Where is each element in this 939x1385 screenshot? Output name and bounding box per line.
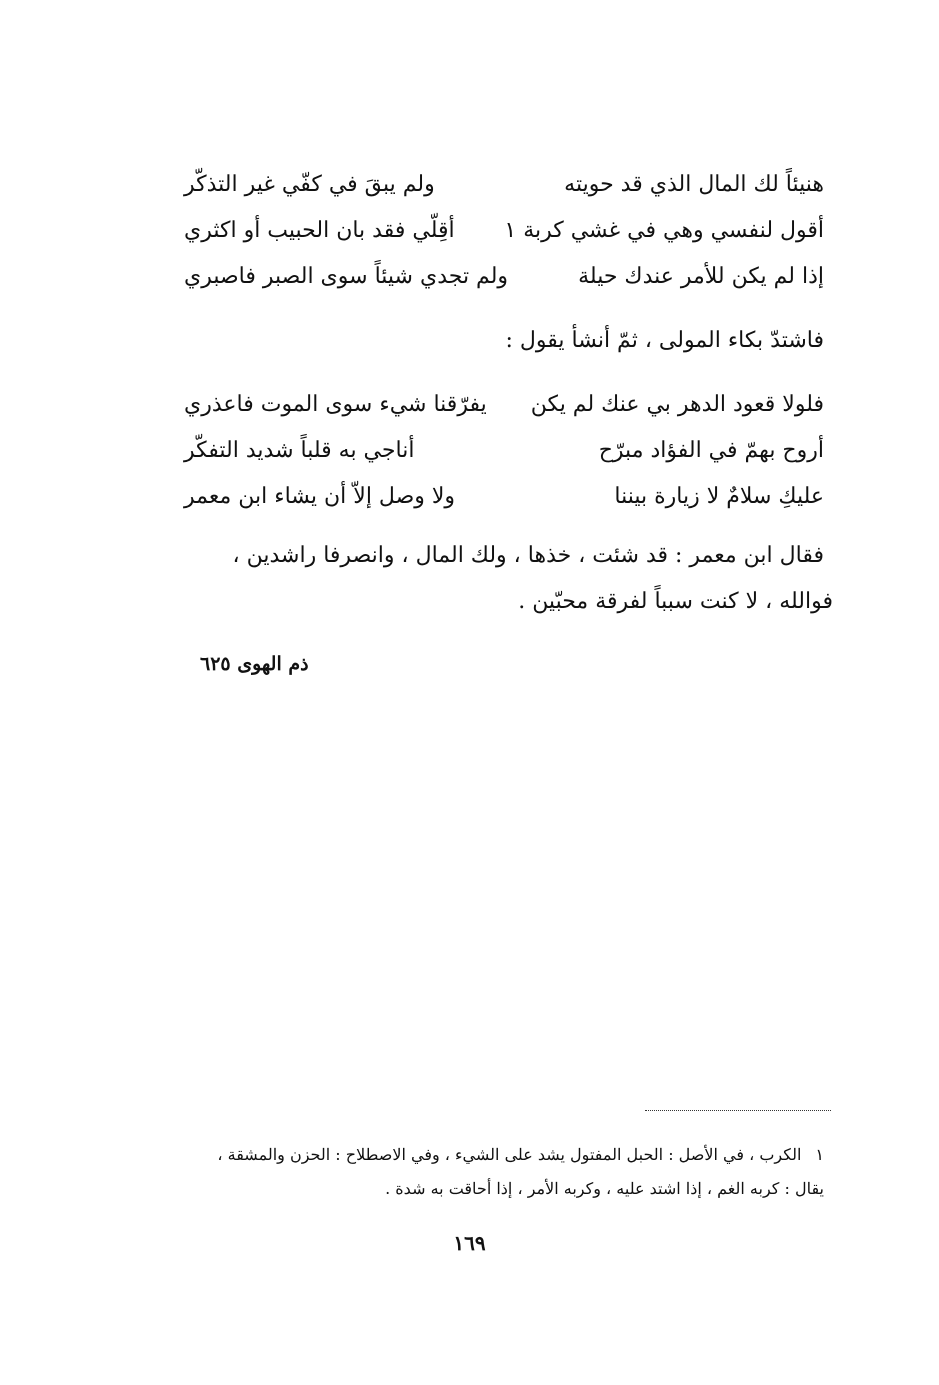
poem-stanza-1 [184, 162, 824, 300]
verse-3 [184, 254, 824, 300]
page-number: ١٦٩ [453, 1231, 486, 1255]
verse-1 [184, 382, 824, 428]
verse-3 [184, 474, 824, 520]
hemistich-first: أروح بهمّ في الفؤاد مبرّح [598, 438, 824, 463]
footnote [164, 1138, 824, 1206]
footnote-divider [645, 1110, 831, 1111]
hemistich-first: أقول لنفسي وهي في غشي كربة ١ [504, 218, 824, 243]
hemistich-second: ولم تجدي شيئاً سوى الصبر فاصبري [184, 264, 509, 289]
poem-stanza-2 [184, 382, 824, 520]
footnote-number: ١ [815, 1145, 824, 1164]
closing-line-1: فقال ابن معمر : قد شئت ، خذها ، ولك المال ، وانصرفا راشدين ، [232, 543, 824, 568]
hemistich-first: هنيئاً لك المال الذي قد حويته [564, 172, 824, 197]
closing-line-2: فوالله ، لا كنت سبباً لفرقة محبّين . [518, 589, 833, 614]
footnote-line-1 [164, 1138, 824, 1172]
verse-2 [184, 208, 824, 254]
hemistich-second: أناجي به قلباً شديد التفكّر [184, 438, 415, 463]
hemistich-first: إذا لم يكن للأمر عندك حيلة [578, 264, 824, 289]
hemistich-first: فلولا قعود الدهر بي عنك لم يكن [530, 392, 824, 417]
footnote-text-1: الكرب ، في الأصل : الحبل المفتول يشد على الشيء ، وفي الاصطلاح : الحزن والمشقة ، [217, 1145, 802, 1164]
hemistich-second: ولا وصل إلاّ أن يشاء ابن معمر [184, 484, 456, 509]
hemistich-first: عليكِ سلامٌ لا زيارة بيننا [614, 484, 824, 509]
hemistich-second: أقِلّي فقد بان الحبيب أو اكثري [184, 218, 455, 243]
verse-1 [184, 162, 824, 208]
verse-2 [184, 428, 824, 474]
hemistich-second: يفرّقنا شيء سوى الموت فاعذري [184, 392, 487, 417]
intro-line: فاشتدّ بكاء المولى ، ثمّ أنشأ يقول : [505, 328, 824, 353]
hemistich-second: ولم يبقَ في كفّي غير التذكّر [184, 172, 435, 197]
footnote-line-2: يقال : كربه الغم ، إذا اشتد عليه ، وكربه الأمر ، إذا أحاقت به شدة . [385, 1179, 824, 1198]
source-reference: ذم الهوى ٦٢٥ [200, 653, 309, 675]
